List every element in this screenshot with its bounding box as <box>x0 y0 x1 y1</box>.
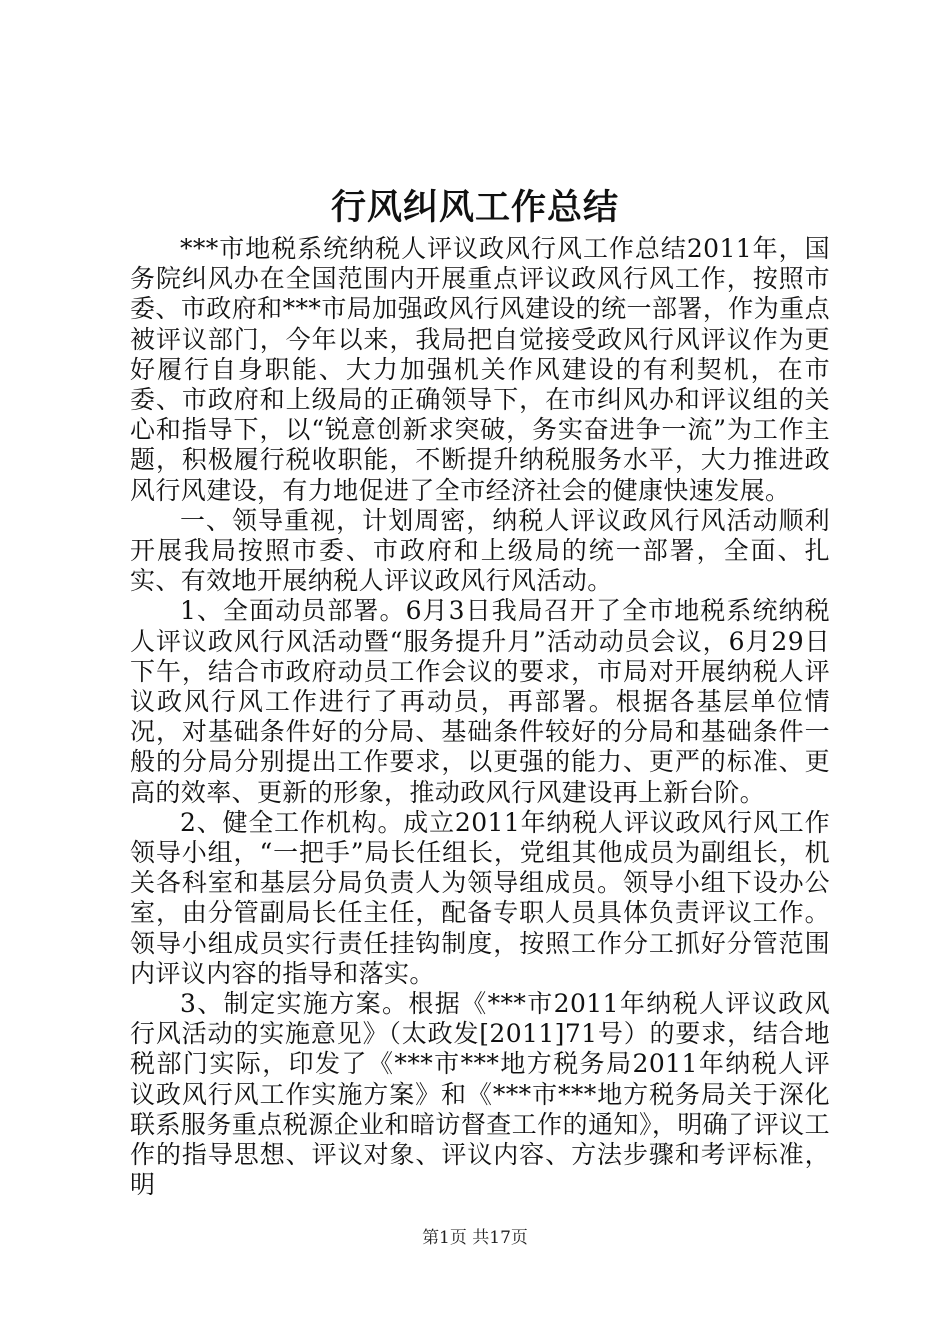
document-body <box>130 234 830 1201</box>
paragraph-section-one: 一、领导重视，计划周密，纳税人评议政风行风活动顺利开展我局按照市委、市政府和上级局的统一部署，全面、扎实、有效地开展纳税人评议政风行风活动。 <box>130 505 830 596</box>
document-title: 行风纠风工作总结 <box>330 187 619 228</box>
page-number: 第1页 共17页 <box>422 1228 528 1248</box>
page-footer <box>0 1226 950 1250</box>
paragraph-item-3: 3、制定实施方案。根据《***市2011年纳税人评议政风行风活动的实施意见》（太政发[2011]71号）的要求，结合地税部门实际，印发了《***市***地方税务局2011年纳税人评议政风行风工作实施方案》和《***市***地方税务局关于深化联系服务重点税源企业和暗访督查工作的通知》，明确了评议工作的指导思想、评议对象、评议内容、方法步骤和考评标准，明 <box>130 989 830 1200</box>
paragraph-item-1: 1、全面动员部署。6月3日我局召开了全市地税系统纳税人评议政风行风活动暨“服务提升月”活动动员会议，6月29日下午，结合市政府动员工作会议的要求，市局对开展纳税人评议政风行风工作进行了再动员，再部署。根据各基层单位情况，对基础条件好的分局、基础条件较好的分局和基础条件一般的分局分别提出工作要求，以更强的能力、更严的标准、更高的效率、更新的形象，推动政风行风建设再上新台阶。 <box>130 596 830 807</box>
paragraph-intro: ***市地税系统纳税人评议政风行风工作总结2011年，国务院纠风办在全国范围内开展重点评议政风行风工作，按照市委、市政府和***市局加强政风行风建设的统一部署，作为重点被评议部门，今年以来，我局把自觉接受政风行风评议作为更好履行自身职能、大力加强机关作风建设的有利契机，在市委、市政府和上级局的正确领导下，在市纠风办和评议组的关心和指导下，以“锐意创新求突破，务实奋进争一流”为工作主题，积极履行税收职能，不断提升纳税服务水平，大力推进政风行风建设，有力地促进了全市经济社会的健康快速发展。 <box>130 234 830 505</box>
paragraph-item-2: 2、健全工作机构。成立2011年纳税人评议政风行风工作领导小组，“一把手”局长任组长，党组其他成员为副组长，机关各科室和基层分局负责人为领导组成员。领导小组下设办公室，由分管副局长任主任，配备专职人员具体负责评议工作。领导小组成员实行责任挂钩制度，按照工作分工抓好分管范围内评议内容的指导和落实。 <box>130 807 830 988</box>
